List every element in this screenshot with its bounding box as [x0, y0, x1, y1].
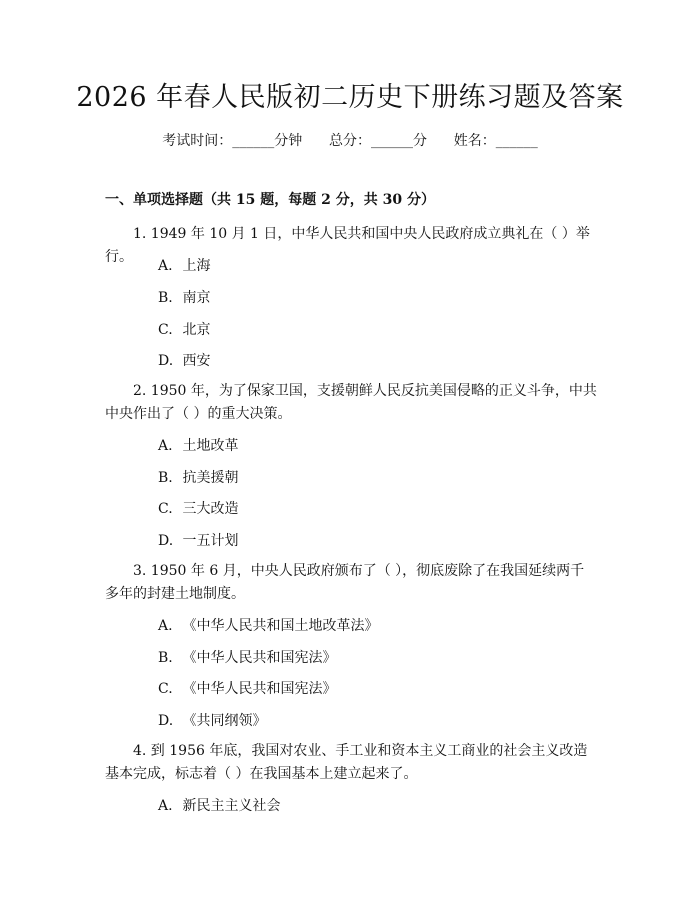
option-text: 上海 [182, 258, 211, 274]
question-2-stem: 2. 1950 年，为了保家卫国，支援朝鲜人民反抗美国侵略的正义斗争，中共中央作出了（ ）的重大决策。 [105, 383, 597, 422]
option-text: 一五计划 [182, 533, 239, 549]
question-3-option-c [158, 679, 336, 699]
option-text: 西安 [182, 353, 211, 369]
question-2-option-d [158, 531, 238, 551]
time-unit: 分钟 [274, 133, 303, 149]
option-text: 北京 [182, 322, 211, 338]
question-1-option-a [158, 256, 210, 276]
score-label: 总分： [329, 133, 371, 149]
question-1-option-c [158, 320, 210, 340]
section-heading: 一、单项选择题（共 15 题，每题 2 分，共 30 分） [105, 192, 435, 208]
option-letter: A. [158, 438, 173, 454]
question-4-stem: 4. 到 1956 年底，我国对农业、手工业和资本主义工商业的社会主义改造基本完成，标志着（ ）在我国基本上建立起来了。 [105, 743, 588, 782]
question-4-option-a [158, 796, 280, 816]
option-letter: C. [158, 322, 173, 338]
option-text: 《共同纲领》 [182, 713, 267, 729]
option-text: 《中华人民共和国宪法》 [182, 650, 337, 666]
option-letter: B. [158, 650, 173, 666]
option-text: 抗美援朝 [182, 470, 239, 486]
option-letter: C. [158, 681, 173, 697]
question-2-option-a [158, 436, 238, 456]
question-2-option-b [158, 468, 238, 488]
option-text: 土地改革 [182, 438, 239, 454]
option-letter: B. [158, 470, 173, 486]
option-letter: A. [158, 798, 173, 814]
page-title: 2026 年春人民版初二历史下册练习题及答案 [76, 82, 624, 113]
name-label: 姓名： [453, 133, 496, 149]
option-text: 三大改造 [182, 501, 239, 517]
question-1-option-b [158, 288, 210, 308]
name-blank: ______ [495, 133, 538, 149]
score-unit: 分 [413, 133, 427, 149]
option-letter: C. [158, 501, 173, 517]
question-3-option-a [158, 616, 378, 636]
time-label: 考试时间： [162, 133, 233, 149]
question-1-option-d [158, 351, 210, 371]
option-letter: B. [158, 290, 173, 306]
score-blank: ______ [371, 133, 413, 149]
time-blank: ______ [232, 133, 275, 149]
option-letter: A. [158, 258, 173, 274]
question-2-option-c [158, 499, 238, 519]
option-text: 南京 [182, 290, 211, 306]
option-letter: A. [158, 618, 173, 634]
option-text: 新民主主义社会 [182, 798, 281, 814]
option-letter: D. [158, 353, 174, 369]
question-3-stem: 3. 1950 年 6 月，中央人民政府颁布了（ ），彻底废除了在我国延续两千多年的封建土地制度。 [105, 563, 585, 602]
option-text: 《中华人民共和国宪法》 [182, 681, 337, 697]
question-3-option-b [158, 648, 336, 668]
option-text: 《中华人民共和国土地改革法》 [182, 618, 379, 634]
question-3-option-d [158, 711, 266, 731]
question-1-stem: 1. 1949 年 10 月 1 日，中华人民共和国中央人民政府成立典礼在（ ）举行。 [105, 226, 590, 265]
option-letter: D. [158, 713, 174, 729]
option-letter: D. [158, 533, 174, 549]
exam-info-line [0, 131, 700, 151]
